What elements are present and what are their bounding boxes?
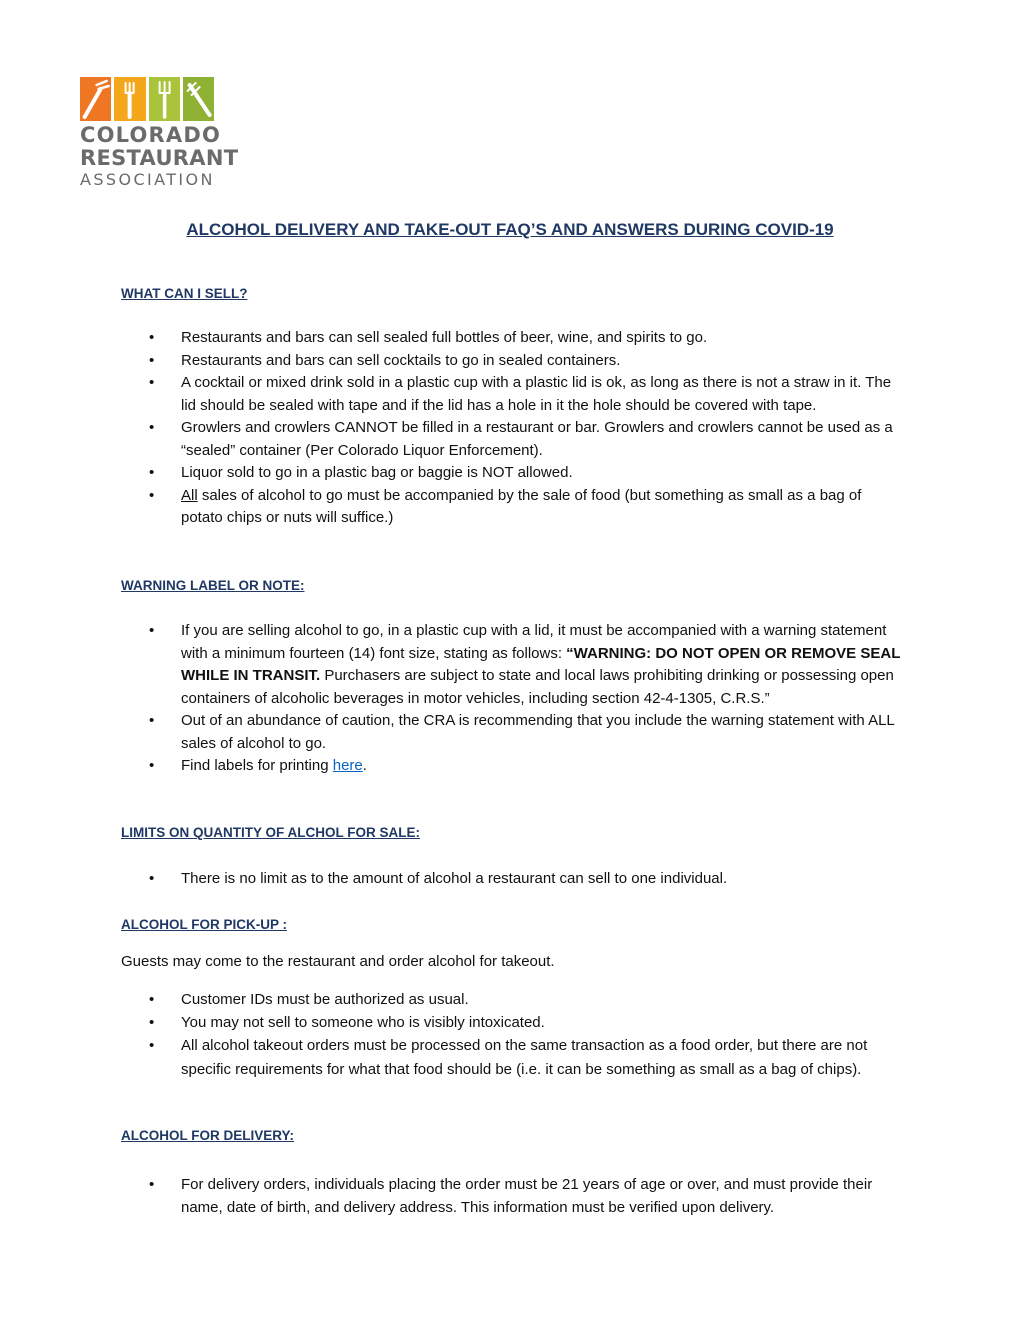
labels-here-link[interactable]: here — [332, 757, 363, 774]
list-item: • Growlers and crowlers CANNOT be filled in a restaurant or bar. Growlers and crowlers cannot be used as a “sealed” container (Per Colorado Liquor Enforcement). — [121, 417, 901, 462]
logo-tile-fork-icon — [80, 77, 111, 121]
logo-tile-knife-icon — [114, 77, 145, 121]
list-warning-label — [121, 620, 901, 778]
list-what-can-i-sell — [121, 327, 901, 530]
warning-statement: “WARNING: DO NOT OPEN OR REMOVE SEAL WHILE IN TRANSIT. — [181, 644, 901, 684]
list-item-text: Purchasers are subject to state and local laws prohibiting drinking or possessing open containers of alcoholic beverages in motor vehicles, including section 42-4-1305, C.R.S.” — [181, 667, 894, 707]
list-delivery — [121, 1174, 901, 1219]
list-item: • A cocktail or mixed drink sold in a plastic cup with a plastic lid is ok, as long as there is not a straw in it. The lid should be sealed with tape and if the lid has a hole in it the hole should be covered with tape. — [121, 372, 901, 417]
list-item: • Restaurants and bars can sell cocktails to go in sealed containers. — [121, 350, 901, 373]
logo-text-colorado: COLORADO — [80, 123, 222, 147]
logo-tiles — [80, 77, 214, 121]
underlined-all: All — [181, 486, 198, 504]
list-item: • Out of an abundance of caution, the CRA is recommending that you include the warning statement with ALL sales of alcohol to go. — [121, 710, 901, 755]
list-item — [121, 755, 901, 778]
pickup-intro — [121, 951, 901, 973]
logo-tile-utensil-icon — [183, 77, 214, 121]
colorado-restaurant-association-logo — [80, 77, 239, 189]
heading-delivery: ALCOHOL FOR DELIVERY: — [121, 1128, 295, 1143]
list-pickup — [121, 989, 901, 1081]
list-item: • All alcohol takeout orders must be processed on the same transaction as a food order, but there are not specific requirements for what that food should be (i.e. it can be something as small as a bag of chips). — [121, 1034, 901, 1081]
list-item-text: If you are selling alcohol to go, in a plastic cup with a lid, it must be accompanied with a warning statement with a minimum fourteen (14) font size, stating as follows: — [181, 622, 887, 662]
section-pickup — [121, 917, 901, 932]
heading-limits: LIMITS ON QUANTITY OF ALCHOL FOR SALE: — [121, 825, 420, 840]
list-item-text: sales of alcohol to go must be accompanied by the sale of food (but something as small as a bag of potato chips or nuts will suffice.) — [181, 486, 862, 526]
section-delivery — [121, 1128, 901, 1143]
logo-tile-spoon-icon — [149, 77, 180, 121]
section-warning-label — [121, 578, 901, 593]
list-item: • Customer IDs must be authorized as usual. — [121, 989, 901, 1012]
heading-pickup: ALCOHOL FOR PICK-UP : — [121, 917, 288, 932]
heading-warning-label: WARNING LABEL OR NOTE: — [121, 578, 305, 593]
list-item-text: Find labels for printing — [181, 757, 333, 774]
list-item: • You may not sell to someone who is visibly intoxicated. — [121, 1012, 901, 1035]
pickup-intro-text: Guests may come to the restaurant and order alcohol for takeout. — [121, 953, 555, 970]
logo-text-association: ASSOCIATION — [80, 170, 215, 189]
heading-what-can-i-sell: WHAT CAN I SELL? — [121, 286, 248, 301]
list-item — [121, 620, 901, 710]
list-item: • For delivery orders, individuals placing the order must be 21 years of age or over, and must provide their name, date of birth, and delivery address. This information must be verified upon delivery. — [121, 1174, 901, 1219]
list-item-text: . — [362, 757, 367, 774]
list-item: • Liquor sold to go in a plastic bag or baggie is NOT allowed. — [121, 462, 901, 485]
list-item: • Restaurants and bars can sell sealed full bottles of beer, wine, and spirits to go. — [121, 327, 901, 350]
list-item — [121, 485, 901, 530]
list-limits — [121, 868, 901, 891]
list-item: • There is no limit as to the amount of alcohol a restaurant can sell to one individual. — [121, 868, 901, 891]
section-what-can-i-sell — [121, 286, 901, 301]
logo-text-restaurant: RESTAURANT — [80, 146, 239, 170]
section-limits — [121, 825, 901, 840]
document-title: ALCOHOL DELIVERY AND TAKE-OUT FAQ’S AND ANSWERS DURING COVID-19 — [186, 220, 834, 239]
